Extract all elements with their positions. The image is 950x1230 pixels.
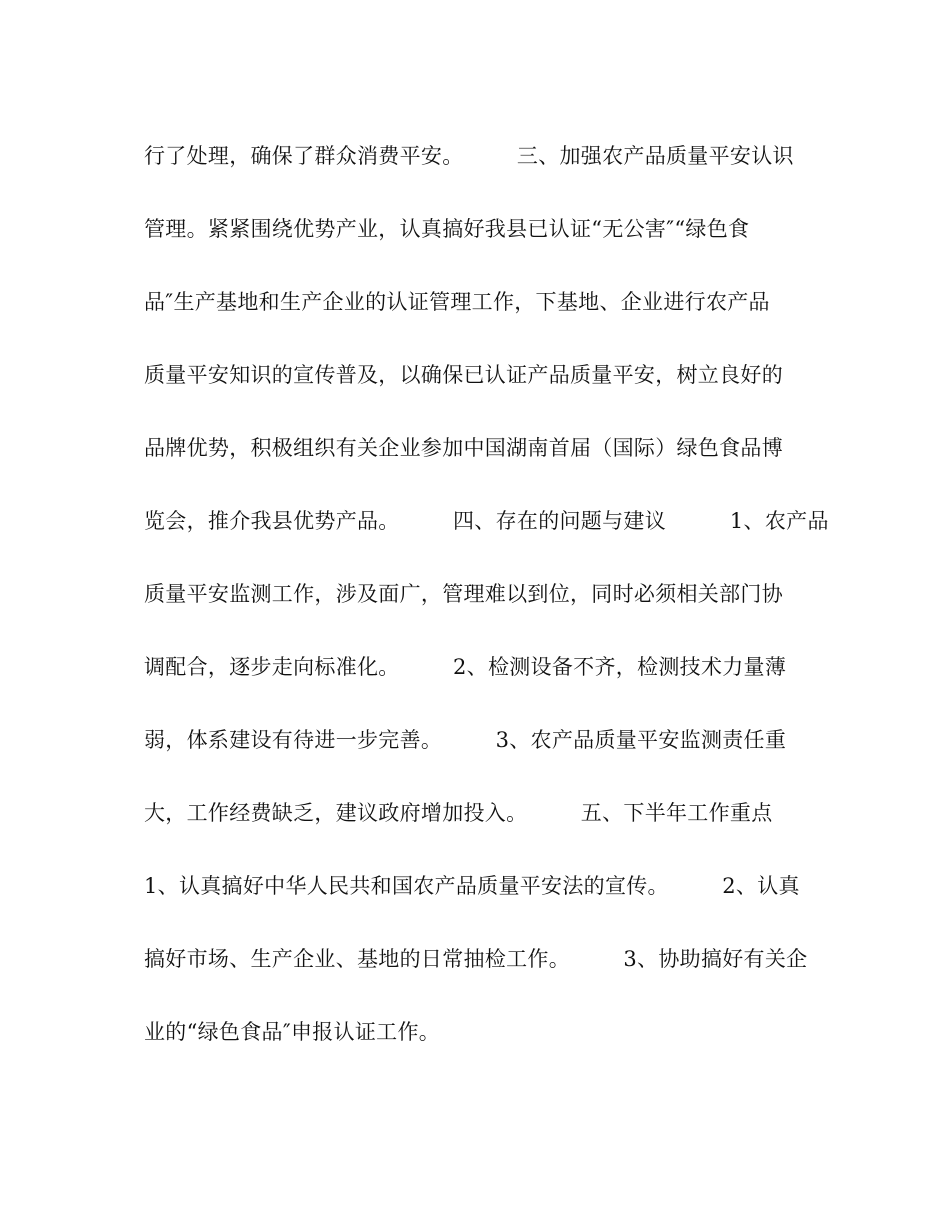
text-line: 行了处理，确保了群众消费平安。 三、加强农产品质量平安认识 [144,144,794,168]
text-line: 搞好市场、生产企业、基地的日常抽检工作。 3、协助搞好有关企 [144,947,808,971]
text-line: 质量平安监测工作，涉及面广，管理难以到位，同时必须相关部门协 [144,582,783,606]
text-line: 调配合，逐步走向标准化。 2、检测设备不齐，检测技术力量薄 [144,655,787,679]
text-line: 1、认真搞好中华人民共和国农产品质量平安法的宣传。 2、认真 [144,874,800,898]
text-line: 品牌优势，积极组织有关企业参加中国湖南首届（国际）绿色食品博 [144,436,783,460]
text-line: 弱，体系建设有待进一步完善。 3、农产品质量平安监测责任重 [144,728,787,752]
text-line: 质量平安知识的宣传普及，以确保已认证产品质量平安，树立良好的 [144,363,783,387]
body-text [144,138,829,1087]
text-line: 览会，推介我县优势产品。 四、存在的问题与建议 1、农产品 [144,509,829,533]
text-line: 业的“绿色食品″申报认证工作。 [144,1020,441,1044]
text-line: 大，工作经费缺乏，建议政府增加投入。 五、下半年工作重点 [144,801,773,825]
text-line: 品″生产基地和生产企业的认证管理工作，下基地、企业进行农产品 [144,290,770,314]
text-line: 管理。紧紧围绕优势产业，认真搞好我县已认证“无公害″“绿色食 [144,217,750,241]
